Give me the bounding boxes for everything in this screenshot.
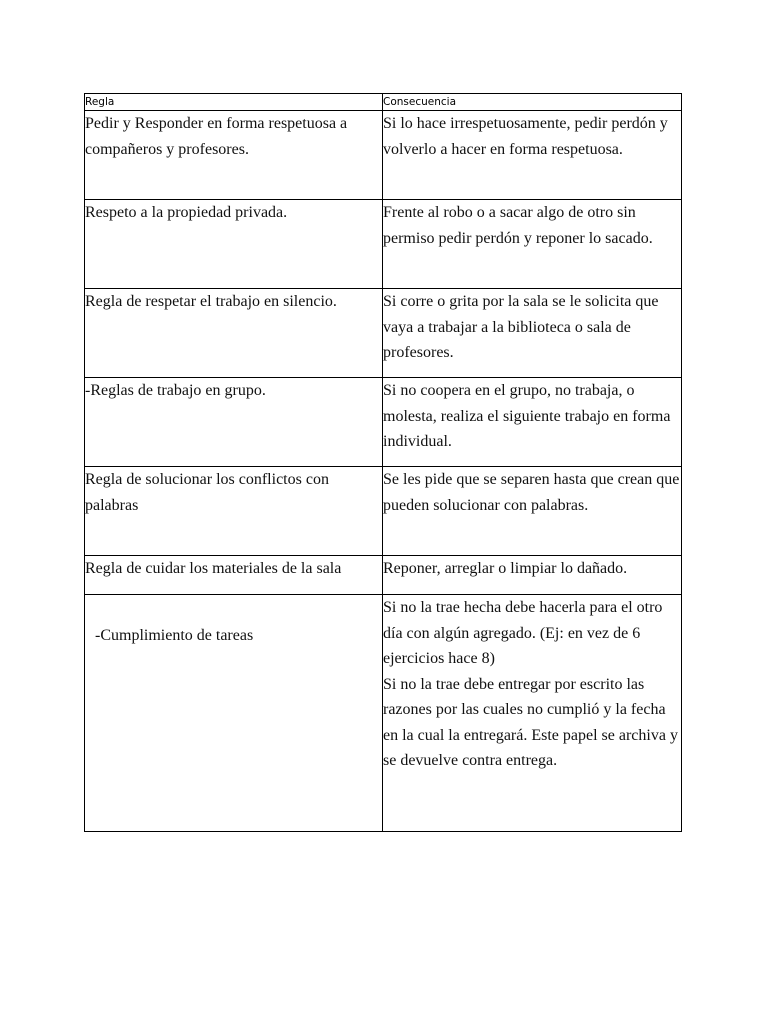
rule-cell: -Cumplimiento de tareas bbox=[85, 595, 383, 832]
consequence-cell: Reponer, arreglar o limpiar lo dañado. bbox=[383, 556, 682, 595]
table-row bbox=[85, 378, 682, 467]
rule-cell: Regla de solucionar los conflictos con palabras bbox=[85, 467, 383, 556]
consequence-cell: Si no coopera en el grupo, no trabaja, o molesta, realiza el siguiente trabajo en forma individual. bbox=[383, 378, 682, 467]
table-header-row bbox=[85, 94, 682, 111]
consequence-cell bbox=[383, 595, 682, 832]
table-row bbox=[85, 556, 682, 595]
rule-cell: Respeto a la propiedad privada. bbox=[85, 200, 383, 289]
rule-cell: Regla de cuidar los materiales de la sala bbox=[85, 556, 383, 595]
consequence-paragraph: Si no la trae hecha debe hacerla para el otro día con algún agregado. (Ej: en vez de 6 ejercicios hace 8) bbox=[383, 599, 663, 667]
table-row bbox=[85, 595, 682, 832]
consequence-cell: Se les pide que se separen hasta que crean que pueden solucionar con palabras. bbox=[383, 467, 682, 556]
table-row bbox=[85, 111, 682, 200]
consequence-cell: Si corre o grita por la sala se le solicita que vaya a trabajar a la biblioteca o sala de profesores. bbox=[383, 289, 682, 378]
consequence-cell: Si lo hace irrespetuosamente, pedir perdón y volverlo a hacer en forma respetuosa. bbox=[383, 111, 682, 200]
rule-cell: -Reglas de trabajo en grupo. bbox=[85, 378, 383, 467]
table-row bbox=[85, 289, 682, 378]
consequence-cell: Frente al robo o a sacar algo de otro sin permiso pedir perdón y reponer lo sacado. bbox=[383, 200, 682, 289]
header-consequence: Consecuencia bbox=[383, 94, 682, 111]
consequence-paragraph: Si no la trae debe entregar por escrito las razones por las cuales no cumplió y la fecha en la cual la entregará. Este papel se archiva y se devuelve contra entrega. bbox=[383, 675, 678, 769]
header-rule: Regla bbox=[85, 94, 383, 111]
table-row bbox=[85, 467, 682, 556]
rules-table bbox=[84, 93, 682, 832]
rule-cell: Pedir y Responder en forma respetuosa a compañeros y profesores. bbox=[85, 111, 383, 200]
table-row bbox=[85, 200, 682, 289]
rule-cell: Regla de respetar el trabajo en silencio. bbox=[85, 289, 383, 378]
